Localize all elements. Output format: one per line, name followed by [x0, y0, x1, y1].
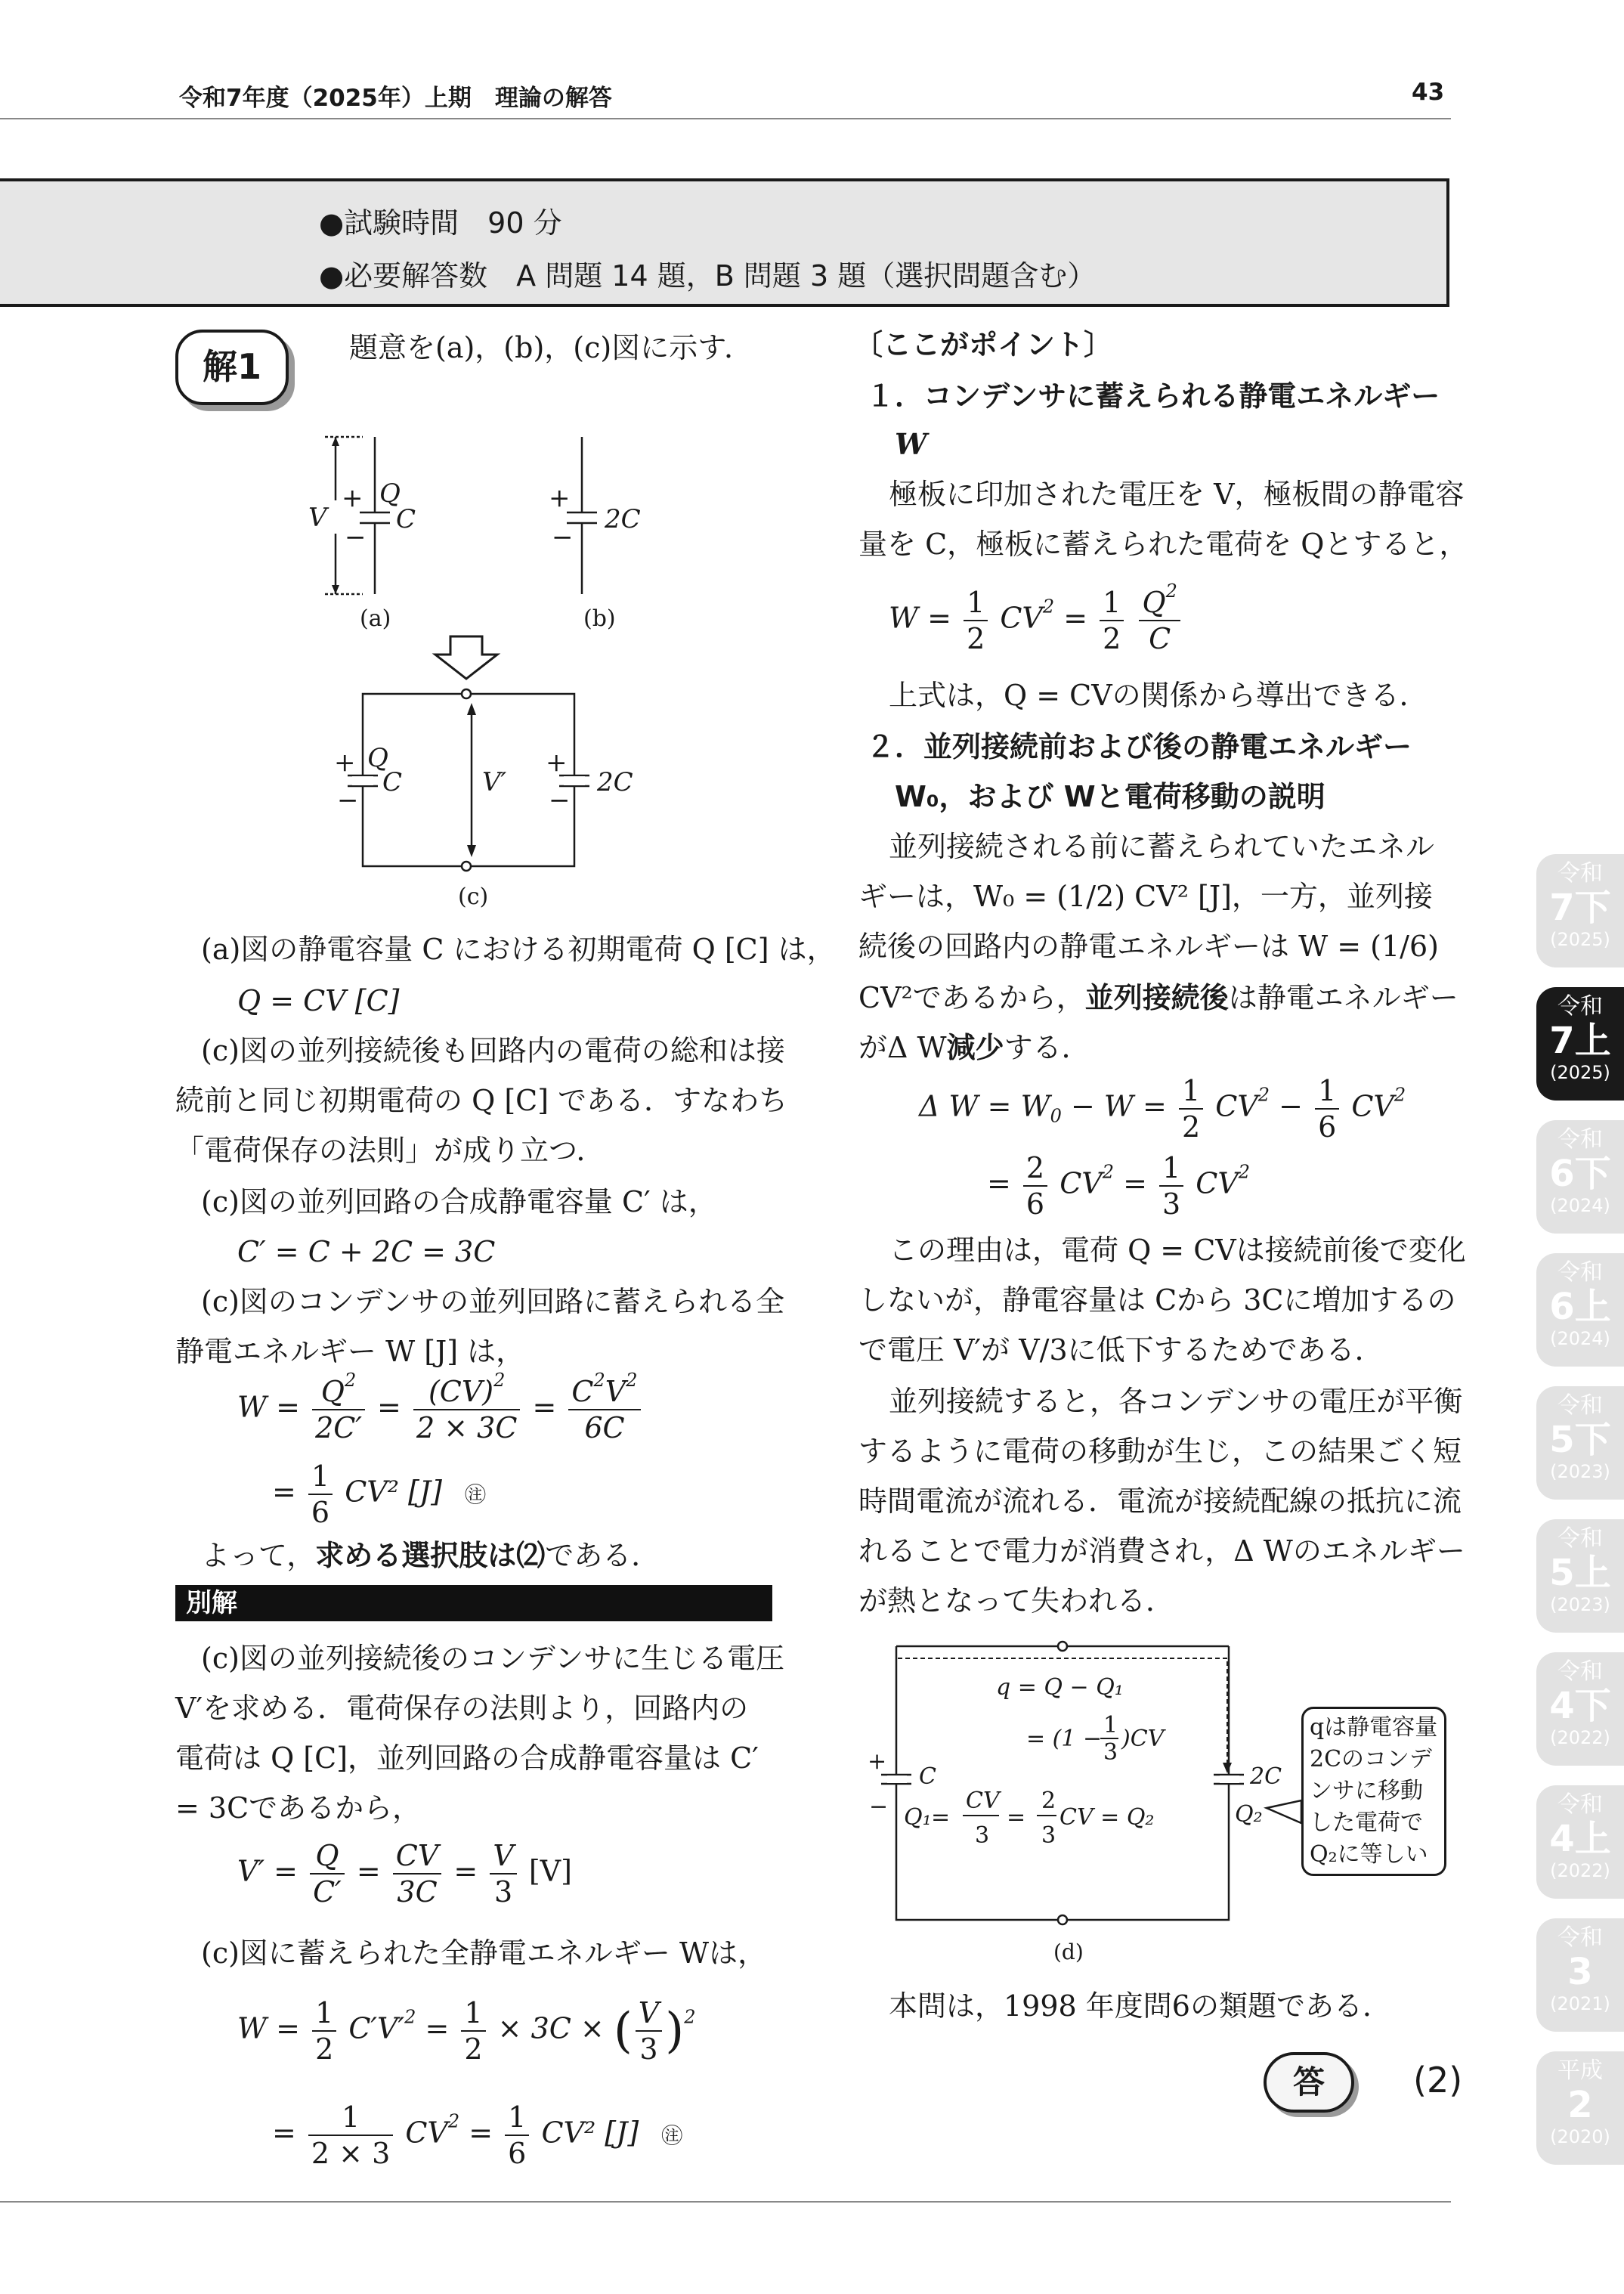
svg-text:3: 3: [1103, 1739, 1118, 1766]
conclusion-post: である．: [545, 1539, 660, 1572]
sol-conclusion: [201, 1531, 660, 1580]
answer-badge: 答: [1264, 2052, 1354, 2113]
alt-p2: (c)図に蓄えられた全静電エネルギー Wは，: [201, 1936, 767, 1970]
svg-text:CV: CV: [966, 1788, 1000, 1814]
alt-p1b: V′を求める．電荷保存の法則より，回路内の: [175, 1692, 749, 1725]
alt-eq-w-unit: CV² [J]: [541, 2116, 639, 2150]
label-2C-c: 2C: [597, 767, 633, 797]
callout-line-2: 2Cのコンデ: [1310, 1746, 1433, 1772]
points-p1b: 量を C，極板に蓄えられた電荷を Qとすると，: [858, 528, 1468, 561]
alt-eq-v: V′ = $\frac{Q}{C'}$ = $\frac{CV}{3C}$ = $\frac{V}{3}$ [V]: [237, 1839, 572, 1909]
tab-num: 7下: [1549, 887, 1611, 929]
tab-year: (2025): [1550, 929, 1610, 950]
caption-a: (a): [360, 605, 391, 632]
label-C-a: C: [396, 504, 416, 534]
exam-time: ●試験時間 90 分: [319, 206, 562, 240]
tab-num: 5下: [1549, 1419, 1611, 1461]
eq3-lhs: W =: [237, 1390, 300, 1424]
sol-p4b: 静電エネルギー W [J] は，: [175, 1335, 525, 1368]
tab-era: 令和: [1557, 993, 1603, 1020]
svg-text:)CV: )CV: [1121, 1726, 1165, 1752]
sol-p4a: (c)図のコンデンサの並列回路に蓄えられる全: [201, 1285, 785, 1318]
tab-year: (2021): [1550, 1993, 1610, 2014]
alt-answer-mark: ㊟: [661, 2122, 683, 2148]
label-minus-b: −: [552, 522, 574, 553]
side-tab-r4-upper[interactable]: [1536, 1785, 1624, 1899]
side-tab-r7-upper[interactable]: [1536, 987, 1624, 1101]
caption-c: (c): [458, 884, 489, 910]
tab-num: 7上: [1549, 1020, 1611, 1062]
label-Vprime-c: V′: [482, 767, 507, 797]
label-C-c: C: [382, 767, 403, 797]
sol-eq1: Q = CV [C]: [237, 984, 400, 1017]
footer-rule: [0, 2201, 1451, 2203]
header-rule: [0, 118, 1451, 119]
tab-num: 4下: [1549, 1685, 1611, 1727]
points-note: 本問は，1998 年度問6の類題である．: [889, 1989, 1391, 2023]
callout-line-3: ンサに移動: [1310, 1778, 1423, 1804]
fig-d-q-eq1: q = Q − Q₁: [996, 1674, 1124, 1701]
callout-line-1: qは静電容量: [1310, 1714, 1438, 1741]
tab-year: (2022): [1550, 1727, 1610, 1748]
svg-text:3: 3: [975, 1822, 990, 1849]
points-h1a: １．コンデンサに蓄えられる静電エネルギー: [866, 379, 1440, 413]
p2d-pre: CV²であるから，: [858, 981, 1085, 1014]
page-number: 43: [1412, 79, 1445, 106]
side-tab-r7-lower[interactable]: [1536, 854, 1624, 967]
tab-era: 令和: [1557, 1658, 1603, 1685]
side-tab-r6-upper[interactable]: [1536, 1253, 1624, 1367]
label-plus-c1: +: [334, 748, 356, 778]
label-Q-a: Q: [379, 478, 401, 509]
points-p2c: 続後の回路内の静電エネルギーは W = (1/6): [858, 930, 1439, 963]
answer-mark: ㊟: [465, 1481, 487, 1507]
answer-value: (2): [1413, 2060, 1463, 2101]
points-p2b: ギーは，W₀ = (1/2) CV² [J]，一方，並列接: [858, 880, 1433, 913]
svg-text:2: 2: [1041, 1788, 1056, 1814]
svg-text:2C: 2C: [1250, 1763, 1282, 1790]
points-eq-dw-line2: = $\frac{2}{6}$ $CV^2$ = $\frac{1}{3}$ $CV^2$: [987, 1151, 1251, 1221]
points-h1b: W: [895, 427, 927, 461]
sol-eq3-line2: = $\frac{1}{6}$ CV² [J] ㊟: [272, 1460, 487, 1529]
sol-p2a: (c)図の並列接続後も回路内の電荷の総和は接: [201, 1034, 785, 1067]
svg-text:= (1 −: = (1 −: [1026, 1726, 1103, 1752]
svg-text:=: =: [931, 1804, 951, 1831]
fig-d-Q1: Q₁: [904, 1804, 932, 1831]
sol-p2c: 「電荷保存の法則」が成り立つ．: [175, 1134, 605, 1167]
svg-text:1: 1: [1103, 1712, 1118, 1738]
tab-era: 令和: [1557, 1392, 1603, 1419]
points-eq-w: W = $\frac{1}{2}$ $CV^2$ = $\frac{1}{2}$ $\frac{Q^2}{C}$: [889, 585, 1183, 656]
points-p4c: 時間電流が流れる．電流が接続配線の抵抗に流: [858, 1484, 1462, 1518]
exam-info-box: [0, 178, 1449, 307]
points-p4e: が熱となって失われる．: [858, 1584, 1175, 1618]
running-header-title: 令和7年度（2025年）上期 理論の解答: [179, 85, 612, 112]
p2e-post: する．: [1004, 1031, 1090, 1064]
tab-year: (2024): [1550, 1195, 1610, 1216]
tab-num: 3: [1567, 1951, 1593, 1993]
side-tab-r6-lower[interactable]: [1536, 1120, 1624, 1234]
alt-p1d: = 3Cであるから，: [175, 1791, 422, 1825]
conclusion-bold: 求める選択肢は⑵: [315, 1539, 546, 1572]
label-minus-c1: −: [337, 785, 359, 816]
p2e-pre: がΔ W: [858, 1031, 947, 1064]
tab-era: 令和: [1557, 860, 1603, 887]
tab-year: (2023): [1550, 1594, 1610, 1615]
tab-era: 令和: [1557, 1525, 1603, 1552]
points-p1c: 上式は，Q = CVの関係から導出できる．: [889, 679, 1428, 712]
tab-num: 6下: [1549, 1153, 1611, 1195]
tab-num: 2: [1567, 2084, 1593, 2126]
circuit-figure-d: [858, 1633, 1312, 1973]
side-tab-r4-lower[interactable]: [1536, 1652, 1624, 1766]
solution-badge: 解1: [175, 330, 289, 405]
sol-p2b: 続前と同じ初期電荷の Q [C] である．すなわち: [175, 1084, 788, 1117]
points-p4a: 並列接続すると，各コンデンサの電圧が平衡: [889, 1385, 1463, 1418]
tab-year: (2025): [1550, 1062, 1610, 1083]
svg-text:+: +: [868, 1748, 887, 1775]
tab-num: 5上: [1549, 1552, 1611, 1594]
points-p3c: で電圧 V′が V/3に低下するためである．: [858, 1333, 1384, 1367]
sol-p3: (c)図の並列回路の合成静電容量 C′ は，: [201, 1185, 717, 1218]
p2d-bold: 並列接続後: [1084, 981, 1229, 1014]
caption-b: (b): [583, 605, 616, 632]
tab-year: (2024): [1550, 1328, 1610, 1349]
points-h2a: ２．並列接続前および後の静電エネルギー: [866, 730, 1412, 763]
points-h2b: W₀，および Wと電荷移動の説明: [895, 780, 1325, 813]
points-p2e: [858, 1023, 1090, 1072]
points-p1a: 極板に印加された電圧を V，極板間の静電容: [889, 478, 1465, 511]
label-plus-a: +: [342, 483, 363, 513]
svg-text:3: 3: [1041, 1822, 1056, 1849]
points-p3a: この理由は，電荷 Q = CVは接続前後で変化: [889, 1234, 1466, 1267]
points-p2a: 並列接続される前に蓄えられていたエネル: [889, 830, 1435, 863]
svg-text:C: C: [919, 1763, 936, 1790]
tab-year: (2022): [1550, 1860, 1610, 1881]
label-minus-a: −: [345, 522, 367, 553]
fig-d-Q2: Q₂: [1235, 1801, 1263, 1828]
tab-num: 4上: [1549, 1818, 1611, 1860]
points-p4b: するように電荷の移動が生じ，この結果ごく短: [858, 1435, 1462, 1468]
conclusion-pre: よって，: [201, 1539, 316, 1572]
side-tab-r5-upper[interactable]: [1536, 1519, 1624, 1633]
tab-year: (2023): [1550, 1461, 1610, 1482]
points-p3b: しないが，静電容量は Cから 3Cに増加するの: [858, 1283, 1456, 1317]
label-plus-b: +: [549, 483, 571, 513]
svg-text:CV = Q₂: CV = Q₂: [1059, 1804, 1155, 1831]
points-eq-dw-line1: Δ $W = W_0 - W$ = $\frac{1}{2}$ $CV^2$ − $\frac{1}{6}$ $CV^2$: [919, 1074, 1406, 1144]
circuit-figures-abc: [287, 423, 695, 922]
tab-year: (2020): [1550, 2126, 1610, 2147]
tab-num: 6上: [1549, 1286, 1611, 1328]
sol-eq3-line1: W = $\frac{Q^2}{2C'}$ = $\frac{(CV)^2}{2 \times 3C}$ = $\frac{C^2V^2}{6C}$: [237, 1374, 644, 1445]
alternative-heading: 別解: [175, 1585, 772, 1621]
label-minus-c2: −: [549, 785, 571, 816]
caption-d: (d): [1053, 1940, 1084, 1964]
alt-eq-v-unit: [V]: [528, 1854, 572, 1888]
callout-line-5: Q₂に等しい: [1310, 1841, 1428, 1868]
callout-box: [1301, 1707, 1446, 1876]
points-p2d: [858, 974, 1459, 1022]
label-Q-c: Q: [367, 743, 388, 773]
p2d-post: は静電エネルギー: [1228, 981, 1459, 1014]
tab-era: 令和: [1557, 1126, 1603, 1153]
side-tab-r5-lower[interactable]: [1536, 1386, 1624, 1500]
alt-p1c: 電荷は Q [C]，並列回路の合成静電容量は C′: [175, 1741, 759, 1775]
tab-era: 令和: [1557, 1924, 1603, 1951]
points-heading: 〔ここがポイント〕: [854, 328, 1113, 361]
exam-required-count: ●必要解答数 A 問題 14 題，B 問題 3 題（選択問題含む）: [319, 259, 1097, 293]
alt-p1a: (c)図の並列接続後のコンデンサに生じる電圧: [201, 1642, 785, 1675]
tab-era: 平成: [1557, 2057, 1603, 2084]
side-tab-r3[interactable]: [1536, 1918, 1624, 2032]
alt-eq-w-line2: = $\frac{1}{2 \times 3}$ $CV^2$ = $\frac{1}{6}$ CV² [J] ㊟: [272, 2101, 683, 2170]
label-V: V: [308, 503, 327, 533]
label-plus-c2: +: [546, 748, 568, 778]
side-tab-h2[interactable]: [1536, 2051, 1624, 2165]
tab-era: 令和: [1557, 1791, 1603, 1818]
sol-eq2: C′ = C + 2C = 3C: [237, 1235, 496, 1268]
svg-text:−: −: [869, 1794, 889, 1820]
svg-text:=: =: [1007, 1804, 1026, 1831]
eq3-line2-tail: CV² [J]: [345, 1475, 442, 1509]
points-p4d: れることで電力が消費され，Δ Wのエネルギー: [858, 1534, 1465, 1568]
alt-eq-w-line1: W = $\frac{1}{2}$ $C'V'^2$ = $\frac{1}{2}$ × 3C × ( $\frac{V}{3}$ )$^2$: [237, 1996, 696, 2066]
tab-era: 令和: [1557, 1259, 1603, 1286]
sol-p1: (a)図の静電容量 C における初期電荷 Q [C] は，: [201, 933, 836, 966]
p2e-bold: 減少: [946, 1031, 1004, 1064]
callout-line-4: した電荷で: [1310, 1810, 1423, 1836]
label-2C-b: 2C: [605, 504, 641, 534]
solution-intro: 題意を(a)，(b)，(c)図に示す．: [349, 331, 753, 364]
